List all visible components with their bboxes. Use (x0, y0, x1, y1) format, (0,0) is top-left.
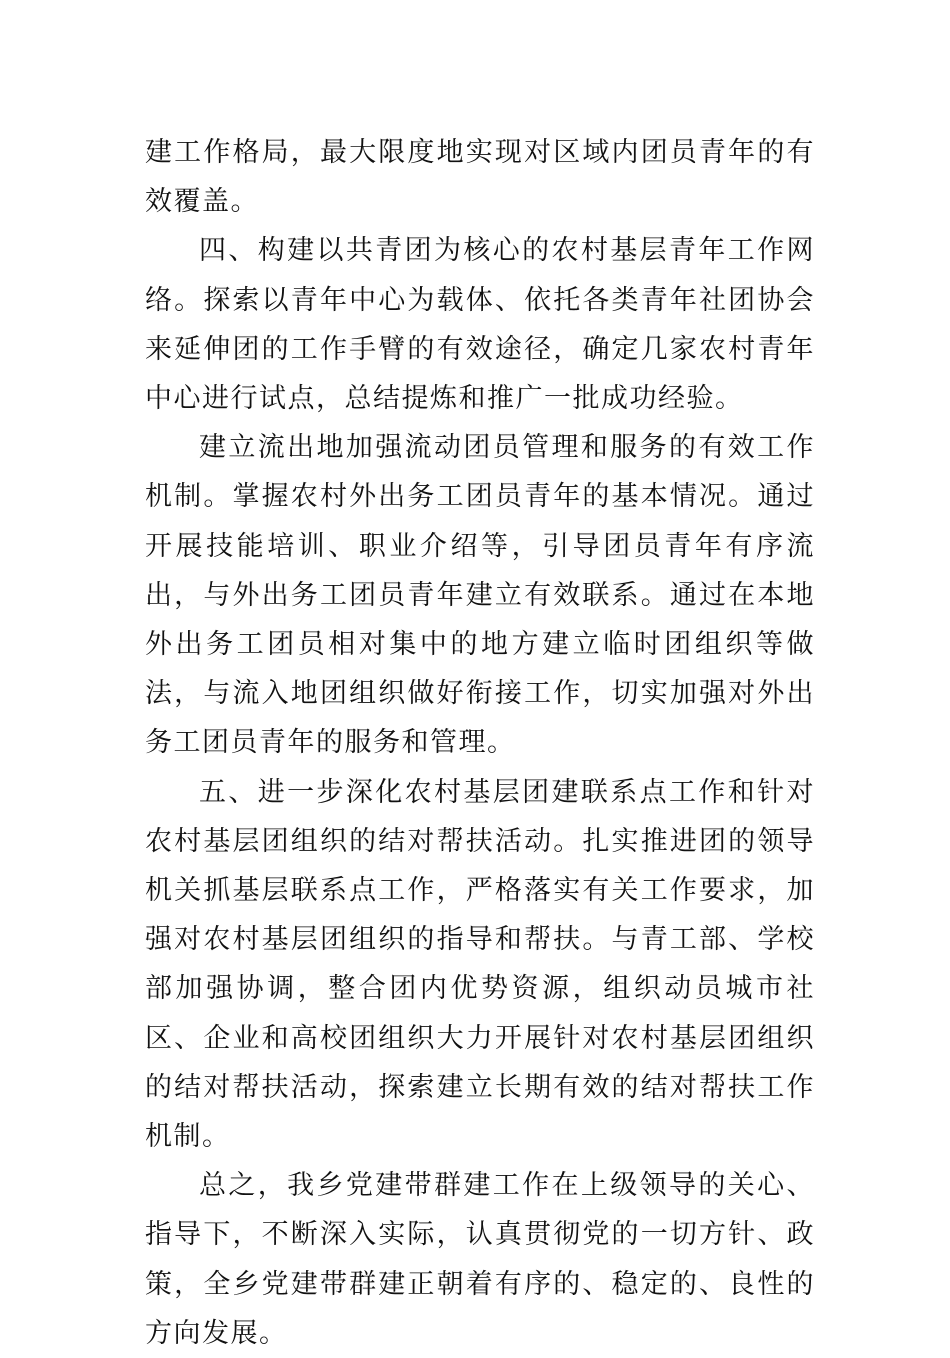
paragraph-mobile-member-mechanism: 建立流出地加强流动团员管理和服务的有效工作机制。掌握农村外出务工团员青年的基本情况。通过开展技能培训、职业介绍等，引导团员青年有序流出，与外出务工团员青年建立有效联系。通过在本地外出务工团员相对集中的地方建立临时团组织等做法，与流入地团组织做好衔接工作，切实加强对外出务工团员青年的服务和管理。 (145, 432, 815, 759)
paragraph-continuation: 建工作格局，最大限度地实现对区域内团员青年的有效覆盖。 (145, 137, 815, 218)
paragraph-conclusion: 总之，我乡党建带群建工作在上级领导的关心、指导下，不断深入实际，认真贯彻党的一切方针、政策，全乡党建带群建正朝着有序的、稳定的、良性的方向发展。 (145, 1170, 815, 1349)
paragraph-rural-youth-network: 四、构建以共青团为核心的农村基层青年工作网络。探索以青年中心为载体、依托各类青年社团协会来延伸团的工作手臂的有效途径，确定几家农村青年中心进行试点，总结提炼和推广一批成功经验。 (145, 235, 815, 415)
paragraph-liaison-point-assistance: 五、进一步深化农村基层团建联系点工作和针对农村基层团组织的结对帮扶活动。扎实推进团的领导机关抓基层联系点工作，严格落实有关工作要求，加强对农村基层团组织的指导和帮扶。与青工部、学校部加强协调，整合团内优势资源，组织动员城市社区、企业和高校团组织大力开展针对农村基层团组织的结对帮扶活动，探索建立长期有效的结对帮扶工作机制。 (145, 776, 815, 1153)
document-body (145, 128, 815, 1358)
